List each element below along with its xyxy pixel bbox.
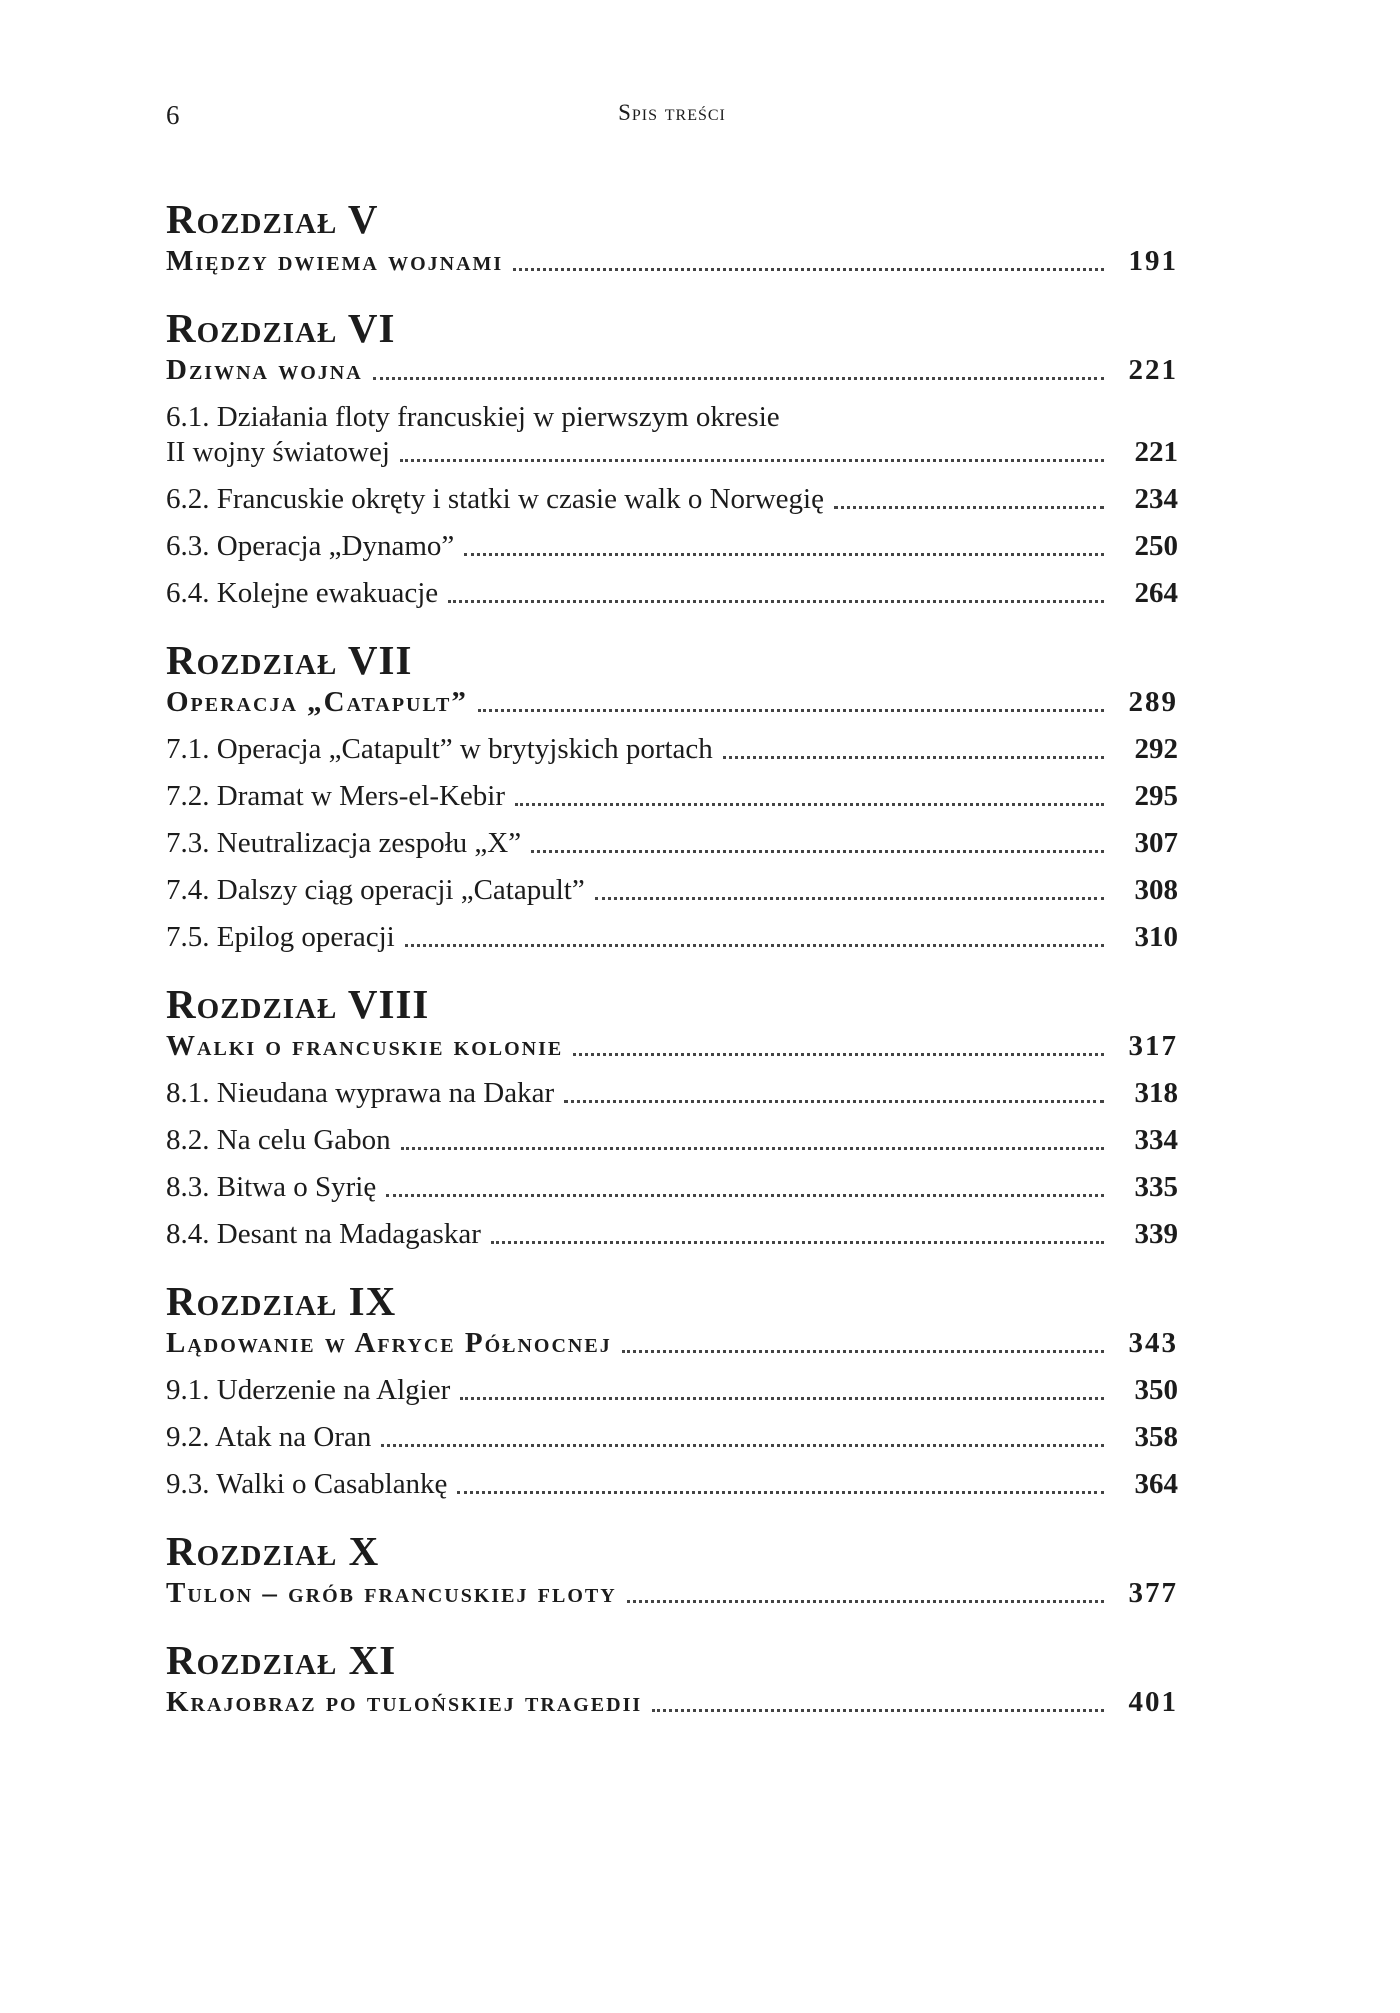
toc-page-number: 310 bbox=[1134, 921, 1178, 953]
toc-page-number: 250 bbox=[1134, 530, 1178, 562]
toc-page-number: 339 bbox=[1134, 1218, 1178, 1250]
toc-page-number: 289 bbox=[1128, 686, 1178, 718]
toc-entry-title: 7.3. Neutralizacja zespołu „X” bbox=[166, 827, 522, 859]
toc-entry-title: 9.1. Uderzenie na Algier bbox=[166, 1374, 451, 1406]
toc-section-entry[interactable] bbox=[166, 1123, 1178, 1158]
toc-page-number: 264 bbox=[1134, 577, 1178, 609]
toc-page-number: 295 bbox=[1134, 780, 1178, 812]
toc-section-entry[interactable] bbox=[166, 1420, 1178, 1455]
dot-leader bbox=[386, 1174, 1104, 1197]
toc-section-entry[interactable] bbox=[166, 826, 1178, 861]
dot-leader bbox=[478, 689, 1104, 712]
dot-leader bbox=[460, 1377, 1104, 1400]
dot-leader bbox=[595, 877, 1104, 900]
dot-leader bbox=[573, 1033, 1104, 1056]
dot-leader bbox=[381, 1424, 1104, 1447]
chapter-block bbox=[166, 196, 1178, 279]
chapter-label: Rozdział X bbox=[166, 1528, 380, 1574]
running-title: Spis treści bbox=[618, 100, 726, 125]
chapter-block bbox=[166, 981, 1178, 1252]
chapter-block bbox=[166, 637, 1178, 955]
toc-section-entry[interactable] bbox=[166, 529, 1178, 564]
toc-entry-title: 6.1. Działania floty francuskiej w pierwszym okresie bbox=[166, 401, 780, 433]
toc-section-entry[interactable] bbox=[166, 482, 1178, 517]
dot-leader bbox=[515, 783, 1104, 806]
toc-entry-title: 7.1. Operacja „Catapult” w brytyjskich portach bbox=[166, 733, 713, 765]
toc-entry-title: Tulon – grób francuskiej floty bbox=[166, 1577, 617, 1609]
running-head bbox=[166, 100, 1178, 140]
toc-page-number: 308 bbox=[1134, 874, 1178, 906]
toc-entry-title: Walki o francuskie kolonie bbox=[166, 1030, 564, 1062]
dot-leader bbox=[834, 486, 1104, 509]
toc-section-entry[interactable] bbox=[166, 873, 1178, 908]
toc-section-entry[interactable] bbox=[166, 1076, 1178, 1111]
chapter-label: Rozdział IX bbox=[166, 1278, 397, 1324]
toc-chapter-title-entry[interactable] bbox=[166, 244, 1178, 279]
toc-page-number: 358 bbox=[1134, 1421, 1178, 1453]
toc-entry-title: 7.4. Dalszy ciąg operacji „Catapult” bbox=[166, 874, 585, 906]
toc-page-number: 221 bbox=[1134, 436, 1178, 468]
toc-entry-title: II wojny światowej bbox=[166, 436, 390, 468]
chapter-label: Rozdział VIII bbox=[166, 981, 430, 1027]
dot-leader bbox=[448, 580, 1104, 603]
dot-leader bbox=[405, 924, 1104, 947]
toc-entry-title: 9.3. Walki o Casablankę bbox=[166, 1468, 448, 1500]
dot-leader bbox=[401, 1127, 1104, 1150]
toc-section-entry[interactable] bbox=[166, 576, 1178, 611]
dot-leader bbox=[723, 736, 1104, 759]
toc-page-number: 334 bbox=[1134, 1124, 1178, 1156]
toc-chapter-title-entry[interactable] bbox=[166, 1326, 1178, 1361]
toc-chapter-title-entry[interactable] bbox=[166, 1029, 1178, 1064]
page-number: 6 bbox=[166, 100, 180, 130]
dot-leader bbox=[627, 1580, 1104, 1603]
chapter-label: Rozdział XI bbox=[166, 1637, 397, 1683]
toc-section-entry[interactable] bbox=[166, 1170, 1178, 1205]
toc-page-number: 364 bbox=[1134, 1468, 1178, 1500]
dot-leader bbox=[373, 357, 1104, 380]
toc-entry-title: 7.5. Epilog operacji bbox=[166, 921, 395, 953]
toc-entry-line bbox=[166, 400, 1178, 435]
toc-section-entry[interactable] bbox=[166, 1373, 1178, 1408]
table-of-contents bbox=[166, 196, 1178, 1746]
toc-section-entry[interactable] bbox=[166, 1467, 1178, 1502]
toc-entry-title: Operacja „Catapult” bbox=[166, 686, 468, 718]
toc-page-number: 335 bbox=[1134, 1171, 1178, 1203]
toc-page-number: 377 bbox=[1128, 1577, 1178, 1609]
chapter-label: Rozdział VI bbox=[166, 305, 396, 351]
dot-leader bbox=[513, 248, 1104, 271]
toc-chapter-title-entry[interactable] bbox=[166, 1685, 1178, 1720]
dot-leader bbox=[652, 1689, 1104, 1712]
toc-entry-title: 9.2. Atak na Oran bbox=[166, 1421, 372, 1453]
toc-page-number: 350 bbox=[1134, 1374, 1178, 1406]
toc-page-number: 307 bbox=[1134, 827, 1178, 859]
toc-entry-title: 6.3. Operacja „Dynamo” bbox=[166, 530, 455, 562]
toc-chapter-title-entry[interactable] bbox=[166, 685, 1178, 720]
toc-entry-title: 7.2. Dramat w Mers-el-Kebir bbox=[166, 780, 506, 812]
toc-section-entry[interactable] bbox=[166, 435, 1178, 470]
toc-entry-title: 8.2. Na celu Gabon bbox=[166, 1124, 391, 1156]
toc-page-number: 318 bbox=[1134, 1077, 1178, 1109]
toc-section-entry[interactable] bbox=[166, 732, 1178, 767]
toc-page-number: 317 bbox=[1128, 1030, 1178, 1062]
dot-leader bbox=[464, 533, 1104, 556]
dot-leader bbox=[457, 1471, 1104, 1494]
chapter-block bbox=[166, 1528, 1178, 1611]
toc-page-number: 343 bbox=[1128, 1327, 1178, 1359]
toc-page-number: 401 bbox=[1128, 1686, 1178, 1718]
toc-page-number: 234 bbox=[1134, 483, 1178, 515]
dot-leader bbox=[622, 1330, 1104, 1353]
toc-entry-title: Lądowanie w Afryce Północnej bbox=[166, 1327, 612, 1359]
toc-entry-title: 6.4. Kolejne ewakuacje bbox=[166, 577, 439, 609]
toc-entry-title: 8.1. Nieudana wyprawa na Dakar bbox=[166, 1077, 555, 1109]
chapter-block bbox=[166, 1278, 1178, 1502]
toc-page-number: 221 bbox=[1128, 354, 1178, 386]
toc-entry-title: 8.4. Desant na Madagaskar bbox=[166, 1218, 481, 1250]
toc-section-entry[interactable] bbox=[166, 779, 1178, 814]
chapter-block bbox=[166, 305, 1178, 611]
toc-entry-title: Krajobraz po tulońskiej tragedii bbox=[166, 1686, 643, 1718]
chapter-block bbox=[166, 1637, 1178, 1720]
toc-entry-title: Dziwna wojna bbox=[166, 354, 363, 386]
dot-leader bbox=[400, 439, 1104, 462]
chapter-label: Rozdział VII bbox=[166, 637, 413, 683]
toc-chapter-title-entry[interactable] bbox=[166, 353, 1178, 388]
toc-entry-title: Między dwiema wojnami bbox=[166, 245, 504, 277]
toc-page-number: 292 bbox=[1134, 733, 1178, 765]
dot-leader bbox=[564, 1080, 1104, 1103]
dot-leader bbox=[531, 830, 1104, 853]
dot-leader bbox=[491, 1221, 1104, 1244]
toc-entry-title: 8.3. Bitwa o Syrię bbox=[166, 1171, 377, 1203]
chapter-label: Rozdział V bbox=[166, 196, 379, 242]
toc-section-entry[interactable] bbox=[166, 920, 1178, 955]
toc-entry-title: 6.2. Francuskie okręty i statki w czasie walk o Norwegię bbox=[166, 483, 824, 515]
toc-page-number: 191 bbox=[1128, 245, 1178, 277]
toc-chapter-title-entry[interactable] bbox=[166, 1576, 1178, 1611]
toc-section-entry[interactable] bbox=[166, 1217, 1178, 1252]
